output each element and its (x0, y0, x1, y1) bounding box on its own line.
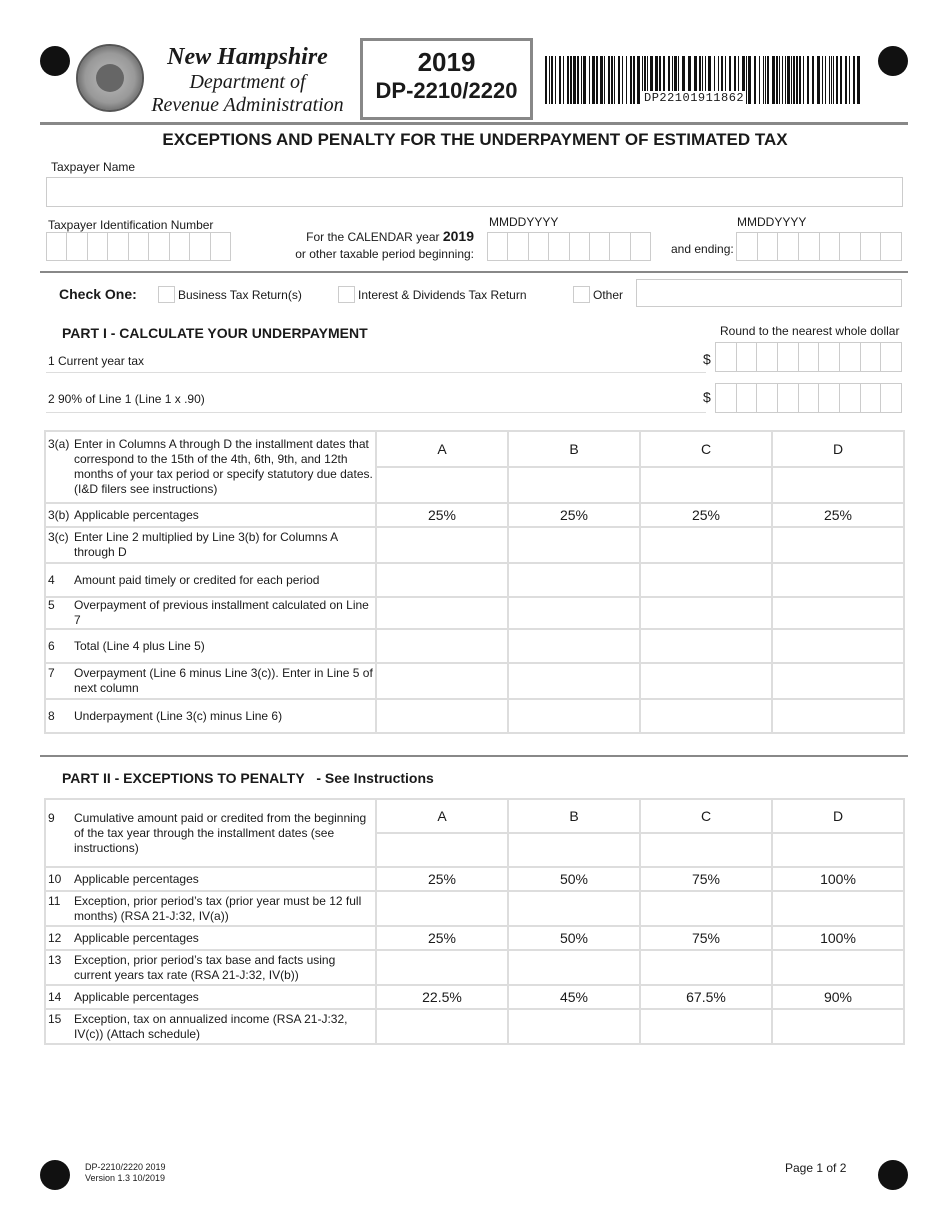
row-text: Cumulative amount paid or credited from the beginning of the tax year through the installment dates (see instructions) (74, 810, 367, 855)
row-12-description (45, 926, 376, 950)
row-3a-description (45, 431, 376, 503)
column-header-a: A (376, 799, 508, 833)
row-9-input-a[interactable] (376, 833, 508, 867)
row-4-input-a[interactable] (376, 563, 508, 597)
divider (40, 271, 908, 273)
row-14-value-a: 22.5% (376, 985, 508, 1009)
row-7-input-c[interactable] (640, 663, 772, 699)
column-header-d: D (772, 799, 904, 833)
row-text: Amount paid timely or credited for each period (74, 572, 320, 587)
round-note: Round to the nearest whole dollar (720, 324, 900, 338)
row-15-input-d[interactable] (772, 1009, 904, 1044)
row-3c-input-d[interactable] (772, 527, 904, 563)
row-5-description (45, 597, 376, 629)
row-6-input-d[interactable] (772, 629, 904, 663)
row-5-input-d[interactable] (772, 597, 904, 629)
row-10-value-a: 25% (376, 867, 508, 891)
agency-line-2: Department of (189, 71, 306, 93)
row-6-input-b[interactable] (508, 629, 640, 663)
row-13-input-c[interactable] (640, 950, 772, 985)
column-header-b: B (508, 431, 640, 467)
row-3a-date-d-input[interactable] (772, 467, 904, 503)
begin-date-format: MMDDYYYY (489, 215, 559, 229)
calendar-year-text (260, 228, 474, 244)
row-number: 15 (48, 1011, 62, 1026)
other-checkbox[interactable] (573, 286, 590, 303)
row-text: Exception, prior period’s tax base and facts using current years tax rate (RSA 21-J:32, IV(b)) (74, 952, 336, 982)
row-text: Exception, tax on annualized income (RSA 21-J:32, IV(c)) (Attach schedule) (74, 1011, 348, 1041)
row-8-description (45, 699, 376, 733)
column-header-c: C (640, 431, 772, 467)
form-title: EXCEPTIONS AND PENALTY FOR THE UNDERPAYMENT OF ESTIMATED TAX (162, 130, 788, 149)
row-15-input-c[interactable] (640, 1009, 772, 1044)
row-number: 3(c) (48, 530, 69, 544)
agency-line-1: New Hampshire (167, 44, 328, 70)
end-date-format: MMDDYYYY (737, 215, 807, 229)
row-13-input-b[interactable] (508, 950, 640, 985)
tin-label: Taxpayer Identification Number (48, 218, 214, 232)
column-header-d: D (772, 431, 904, 467)
row-9-input-c[interactable] (640, 833, 772, 867)
footer-form-year: DP-2210/2220 2019 (85, 1162, 166, 1172)
row-number: 10 (48, 871, 62, 886)
taxpayer-name-label: Taxpayer Name (51, 160, 136, 174)
row-number: 11 (48, 893, 61, 908)
part2-title: PART II - EXCEPTIONS TO PENALTY (62, 770, 305, 786)
divider (46, 412, 706, 413)
interest-dividends-option-label: Interest & Dividends Tax Return (358, 288, 527, 302)
row-11-input-a[interactable] (376, 891, 508, 926)
calendar-label: For the CALENDAR year (306, 230, 440, 244)
row-number: 12 (48, 930, 62, 945)
line2-label: 2 90% of Line 1 (Line 1 x .90) (48, 392, 205, 406)
line1-current-year-tax-input[interactable] (715, 342, 902, 372)
barcode-number: DP22101911862 (644, 91, 745, 104)
row-4-input-b[interactable] (508, 563, 640, 597)
row-6-input-c[interactable] (640, 629, 772, 663)
row-10-value-b: 50% (508, 867, 640, 891)
row-3c-input-b[interactable] (508, 527, 640, 563)
tin-input[interactable] (46, 232, 231, 261)
page-number: Page 1 of 2 (785, 1161, 847, 1175)
row-7-input-d[interactable] (772, 663, 904, 699)
row-3b-description (45, 503, 376, 527)
row-15-description (45, 1009, 376, 1044)
row-7-description (45, 663, 376, 699)
divider (46, 372, 706, 373)
row-text: Total (Line 4 plus Line 5) (74, 638, 205, 653)
row-text: Applicable percentages (74, 871, 199, 886)
row-9-input-b[interactable] (508, 833, 640, 867)
row-text: Applicable percentages (74, 930, 199, 945)
business-tax-checkbox[interactable] (158, 286, 175, 303)
row-15-input-a[interactable] (376, 1009, 508, 1044)
row-number: 4 (48, 572, 55, 587)
row-6-input-a[interactable] (376, 629, 508, 663)
row-10-value-c: 75% (640, 867, 772, 891)
row-text: Overpayment (Line 6 minus Line 3(c)). Enter in Line 5 of next column (74, 666, 373, 695)
row-4-input-d[interactable] (772, 563, 904, 597)
row-13-input-a[interactable] (376, 950, 508, 985)
row-text: Applicable percentages (74, 507, 199, 522)
part1-heading: PART I - CALCULATE YOUR UNDERPAYMENT (62, 325, 368, 341)
state-seal-icon (76, 44, 144, 112)
check-one-label: Check One: (59, 286, 137, 302)
row-text: Applicable percentages (74, 989, 199, 1004)
row-10-value-d: 100% (772, 867, 904, 891)
row-3a-date-c-input[interactable] (640, 467, 772, 503)
row-11-description (45, 891, 376, 926)
row-5-input-c[interactable] (640, 597, 772, 629)
row-9-description (45, 799, 376, 867)
form-year: 2019 (417, 47, 476, 77)
row-4-input-c[interactable] (640, 563, 772, 597)
row-number: 13 (48, 952, 62, 967)
other-description-input[interactable] (636, 279, 902, 307)
ending-label: and ending: (671, 242, 734, 256)
divider (40, 755, 908, 757)
row-number: 9 (48, 810, 55, 825)
row-3c-input-c[interactable] (640, 527, 772, 563)
row-text: Underpayment (Line 3(c) minus Line 6) (74, 708, 283, 723)
row-text: Enter Line 2 multiplied by Line 3(b) for Columns A through D (74, 530, 338, 559)
row-4-description (45, 563, 376, 597)
period-beginning-label: or other taxable period beginning: (295, 247, 474, 261)
row-number: 3(a) (48, 437, 70, 451)
row-11-input-d[interactable] (772, 891, 904, 926)
row-number: 6 (48, 638, 55, 653)
line1-dollar-sign: $ (703, 351, 711, 367)
row-6-description (45, 629, 376, 663)
divider (40, 122, 908, 125)
row-14-value-b: 45% (508, 985, 640, 1009)
row-8-input-b[interactable] (508, 699, 640, 733)
footer-version: Version 1.3 10/2019 (85, 1173, 166, 1183)
row-number: 7 (48, 666, 55, 680)
column-header-a: A (376, 431, 508, 467)
part1-table (44, 430, 905, 734)
row-number: 14 (48, 989, 62, 1004)
period-begin-date-input[interactable] (487, 232, 651, 261)
row-text: Enter in Columns A through D the installment dates that correspond to the 15th of the 4th, 6th, 9th, and 12th months of your tax period or specify statutory due dates. (I&D filers see instructions) (74, 437, 373, 496)
row-3b-value-d: 25% (772, 503, 904, 527)
row-8-input-a[interactable] (376, 699, 508, 733)
registration-mark-top-right (878, 46, 908, 76)
agency-line-3: Revenue Administration (151, 94, 344, 116)
row-3b-value-a: 25% (376, 503, 508, 527)
row-12-value-b: 50% (508, 926, 640, 950)
row-7-input-a[interactable] (376, 663, 508, 699)
row-10-description (45, 867, 376, 891)
calendar-year: 2019 (442, 228, 474, 244)
row-12-value-d: 100% (772, 926, 904, 950)
row-5-input-b[interactable] (508, 597, 640, 629)
registration-mark-bottom-left (40, 1160, 70, 1190)
column-header-b: B (508, 799, 640, 833)
row-13-input-d[interactable] (772, 950, 904, 985)
row-3c-input-a[interactable] (376, 527, 508, 563)
part2-table (44, 798, 905, 1045)
row-15-input-b[interactable] (508, 1009, 640, 1044)
row-12-value-a: 25% (376, 926, 508, 950)
row-14-value-c: 67.5% (640, 985, 772, 1009)
form-number: DP-2210/2220 (375, 78, 518, 103)
line2-ninety-percent-input[interactable] (715, 383, 902, 413)
row-13-description (45, 950, 376, 985)
registration-mark-bottom-right (878, 1160, 908, 1190)
row-number: 8 (48, 708, 55, 723)
row-11-input-b[interactable] (508, 891, 640, 926)
period-end-date-input[interactable] (736, 232, 902, 261)
row-14-description (45, 985, 376, 1009)
row-8-input-c[interactable] (640, 699, 772, 733)
taxpayer-name-input[interactable] (46, 177, 903, 207)
other-option-label: Other (593, 288, 624, 302)
column-header-c: C (640, 799, 772, 833)
form-id-box (360, 38, 533, 120)
line2-dollar-sign: $ (703, 389, 711, 405)
row-7-input-b[interactable] (508, 663, 640, 699)
row-text: Overpayment of previous installment calculated on Line 7 (74, 598, 369, 627)
row-3a-date-a-input[interactable] (376, 467, 508, 503)
row-3b-value-c: 25% (640, 503, 772, 527)
row-text: Exception, prior period’s tax (prior year must be 12 full months) (RSA 21-J:32, IV(a)) (74, 893, 362, 923)
row-12-value-c: 75% (640, 926, 772, 950)
part2-note: - See Instructions (316, 770, 434, 786)
row-3a-date-b-input[interactable] (508, 467, 640, 503)
footer-info (85, 1162, 166, 1184)
row-3b-value-b: 25% (508, 503, 640, 527)
row-8-input-d[interactable] (772, 699, 904, 733)
row-5-input-a[interactable] (376, 597, 508, 629)
row-number: 5 (48, 598, 55, 612)
line1-label: 1 Current year tax (48, 354, 145, 368)
row-3c-description (45, 527, 376, 563)
row-9-input-d[interactable] (772, 833, 904, 867)
business-tax-option-label: Business Tax Return(s) (178, 288, 302, 302)
interest-dividends-checkbox[interactable] (338, 286, 355, 303)
row-14-value-d: 90% (772, 985, 904, 1009)
row-number: 3(b) (48, 507, 70, 522)
part2-heading (62, 770, 434, 786)
registration-mark-top-left (40, 46, 70, 76)
barcode (545, 56, 863, 104)
agency-name (140, 44, 355, 117)
row-11-input-c[interactable] (640, 891, 772, 926)
